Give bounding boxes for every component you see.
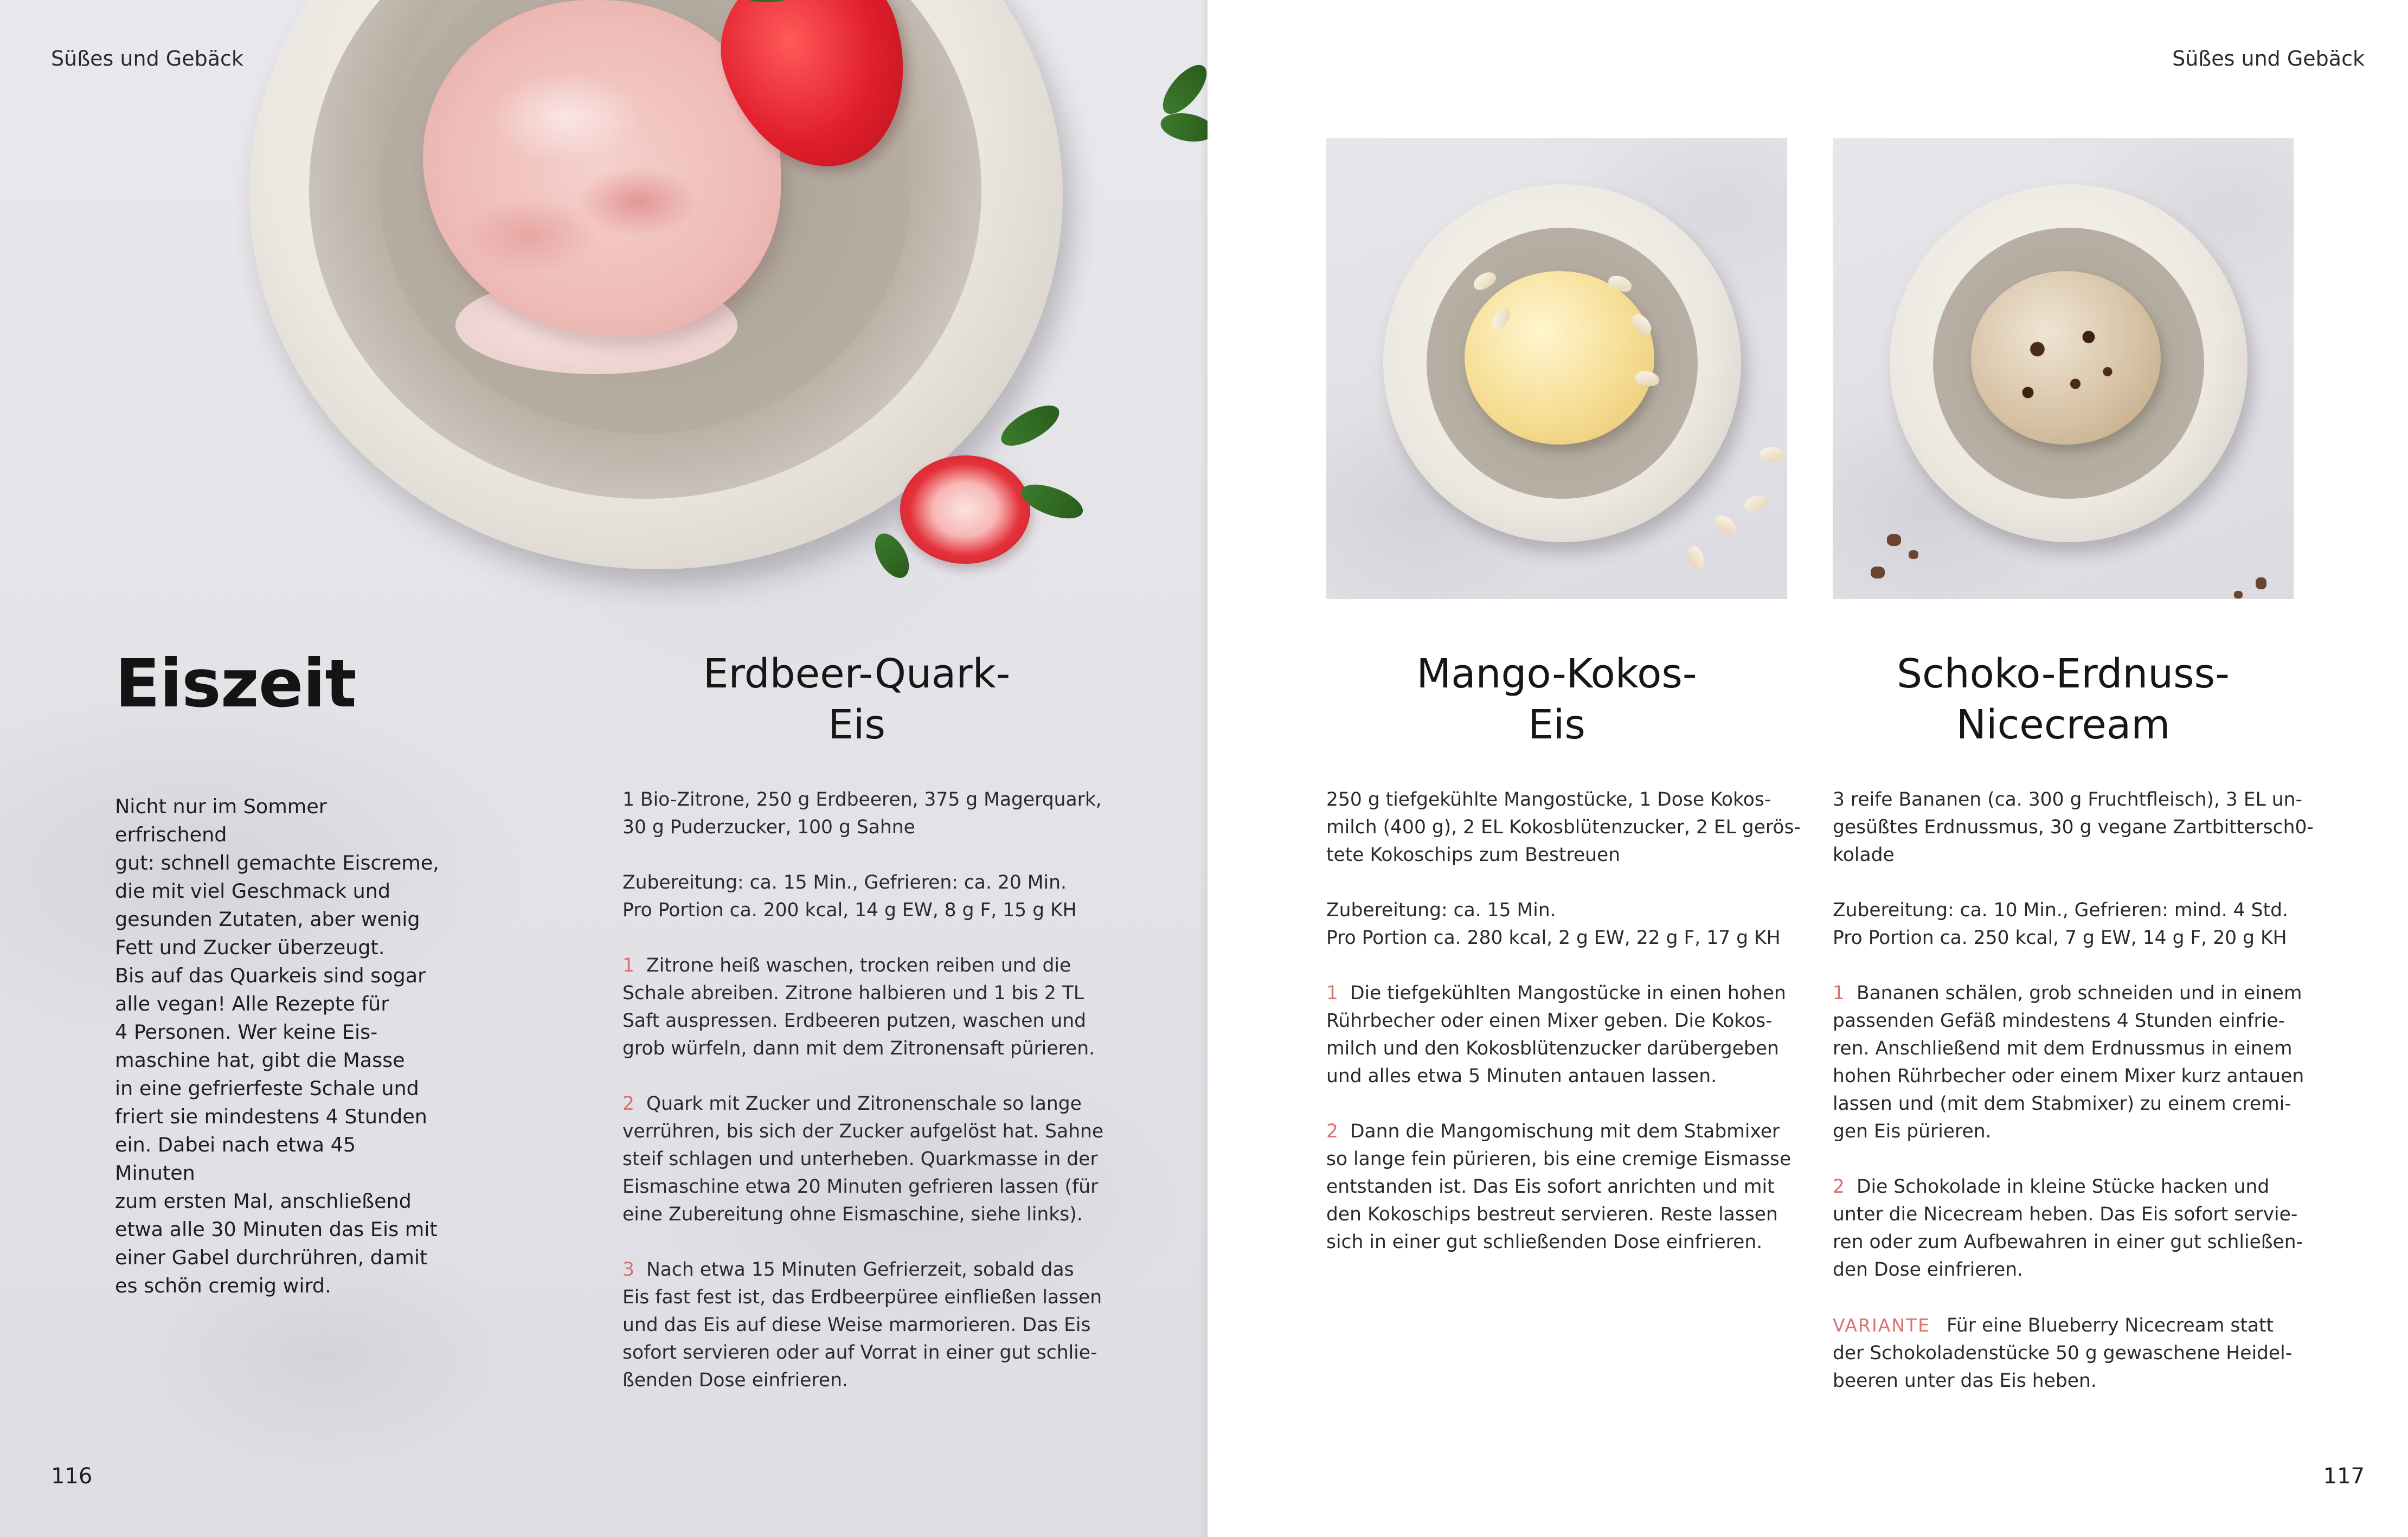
step-number: 2: [622, 1093, 634, 1115]
intro-line: gesunden Zutaten, aber wenig: [115, 908, 420, 931]
strawberry-half-image: [900, 455, 1030, 564]
ingredients-line: tete Kokoschips zum Bestreuen: [1326, 844, 1621, 866]
step-line: entstanden ist. Das Eis sofort anrichten und mit: [1326, 1176, 1775, 1198]
step-line: hohen Rührbecher oder einem Mixer kurz antauen: [1833, 1065, 2304, 1087]
intro-line: Nicht nur im Sommer erfrischend: [115, 795, 327, 846]
intro-text: [115, 793, 440, 1300]
step-line: passenden Gefäß mindestens 4 Stunden einfrie-: [1833, 1010, 2285, 1032]
page-number-right: 117: [2323, 1464, 2365, 1489]
prep-time-line: Pro Portion ca. 250 kcal, 7 g EW, 14 g F, 20 g KH: [1833, 927, 2287, 949]
recipe-title-schoko: [1833, 648, 2294, 750]
ingredients-text: [1833, 786, 2321, 869]
recipe-body-mango: [1326, 786, 1803, 1256]
step-line: Die tiefgekühlten Mangostücke in einen hohen: [1350, 982, 1786, 1004]
step-number: 2: [1833, 1176, 1845, 1198]
prep-time-line: Zubereitung: ca. 15 Min.: [1326, 899, 1556, 921]
step-line: Saft auspressen. Erdbeeren putzen, waschen und: [622, 1010, 1086, 1032]
chapter-title: Eiszeit: [115, 645, 356, 722]
page-number-left: 116: [51, 1464, 93, 1489]
recipe-title-line: Mango-Kokos-: [1416, 651, 1697, 697]
step-line: gen Eis pürieren.: [1833, 1121, 1992, 1142]
prep-time-line: Zubereitung: ca. 10 Min., Gefrieren: mind. 4 Std.: [1833, 899, 2288, 921]
recipe-title-line: Eis: [828, 702, 885, 748]
recipe-step: [622, 1256, 1121, 1394]
recipe-step: [622, 952, 1121, 1063]
recipe-title-line: Eis: [1528, 702, 1585, 748]
step-line: milch und den Kokosblütenzucker darübergeben: [1326, 1038, 1779, 1059]
recipe-body-erdbeer: [622, 786, 1121, 1394]
recipe-step: [1326, 1118, 1803, 1256]
recipe-title-line: Nicecream: [1956, 702, 2171, 748]
ingredients-line: 250 g tiefgekühlte Mangostücke, 1 Dose Kokos-: [1326, 789, 1771, 811]
step-line: und alles etwa 5 Minuten antauen lassen.: [1326, 1065, 1717, 1087]
intro-line: ein. Dabei nach etwa 45 Minuten: [115, 1133, 356, 1185]
step-line: ren oder zum Aufbewahren in einer gut schließen-: [1833, 1231, 2303, 1253]
mango-coconut-ice-photo: [1326, 138, 1787, 599]
intro-line: 4 Personen. Wer keine Eis-: [115, 1020, 378, 1044]
step-line: Dann die Mangomischung mit dem Stabmixer: [1350, 1121, 1780, 1142]
step-line: eine Zubereitung ohne Eismaschine, siehe links).: [622, 1204, 1083, 1225]
recipe-title-line: Schoko-Erdnuss-: [1897, 651, 2230, 697]
step-line: Bananen schälen, grob schneiden und in einem: [1856, 982, 2302, 1004]
variante-line: beeren unter das Eis heben.: [1833, 1370, 2097, 1392]
ingredients-text: [1326, 786, 1803, 869]
intro-line: friert sie mindestens 4 Stunden: [115, 1105, 427, 1128]
intro-line: etwa alle 30 Minuten das Eis mit: [115, 1218, 438, 1241]
step-number: 1: [622, 955, 634, 976]
step-line: Eis fast fest ist, das Erdbeerpüree einfließen lassen: [622, 1287, 1102, 1308]
variante-line: der Schokoladenstücke 50 g gewaschene Heidel-: [1833, 1342, 2293, 1364]
running-head-left: Süßes und Gebäck: [51, 47, 243, 70]
prep-time-line: Zubereitung: ca. 15 Min., Gefrieren: ca. 20 Min.: [622, 872, 1067, 893]
step-line: ren. Anschließend mit dem Erdnussmus in einem: [1833, 1038, 2293, 1059]
recipe-step: [1833, 1173, 2321, 1284]
step-line: Quark mit Zucker und Zitronenschale so lange: [646, 1093, 1082, 1115]
ingredients-line: 3 reife Bananen (ca. 300 g Fruchtfleisch), 3 EL un-: [1833, 789, 2302, 811]
step-line: Rührbecher oder einen Mixer geben. Die Kokos-: [1326, 1010, 1773, 1032]
step-line: so lange fein pürieren, bis eine cremige Eismasse: [1326, 1148, 1791, 1170]
step-line: Eismaschine etwa 20 Minuten gefrieren lassen (für: [622, 1176, 1099, 1198]
step-line: steif schlagen und unterheben. Quarkmasse in der: [622, 1148, 1098, 1170]
step-number: 2: [1326, 1121, 1338, 1142]
intro-line: die mit viel Geschmack und: [115, 879, 391, 903]
step-line: ßenden Dose einfrieren.: [622, 1369, 848, 1391]
prep-time-line: Pro Portion ca. 280 kcal, 2 g EW, 22 g F, 17 g KH: [1326, 927, 1781, 949]
running-head-right: Süßes und Gebäck: [2172, 47, 2365, 70]
intro-line: gut: schnell gemachte Eiscreme,: [115, 851, 439, 874]
intro-line: in eine gefrierfeste Schale und: [115, 1077, 419, 1100]
step-line: Schale abreiben. Zitrone halbieren und 1 bis 2 TL: [622, 982, 1084, 1004]
variante-line: Für eine Blueberry Nicecream statt: [1946, 1315, 2274, 1336]
recipe-title-line: Erdbeer-Quark-: [703, 651, 1011, 697]
ingredients-text: [622, 786, 1121, 841]
prep-time-text: [1326, 897, 1803, 952]
ingredients-line: milch (400 g), 2 EL Kokosblütenzucker, 2 EL gerös-: [1326, 816, 1801, 838]
step-line: Nach etwa 15 Minuten Gefrierzeit, sobald das: [646, 1259, 1074, 1281]
intro-line: es schön cremig wird.: [115, 1274, 331, 1297]
variante-note: [1833, 1311, 2321, 1395]
prep-time-text: [622, 869, 1121, 924]
step-line: unter die Nicecream heben. Das Eis sofort servie-: [1833, 1204, 2298, 1225]
prep-time-line: Pro Portion ca. 200 kcal, 14 g EW, 8 g F, 15 g KH: [622, 899, 1077, 921]
intro-line: alle vegan! Alle Rezepte für: [115, 992, 389, 1015]
ingredients-line: kolade: [1833, 844, 1895, 866]
step-line: lassen und (mit dem Stabmixer) zu einem cremi-: [1833, 1093, 2291, 1115]
step-line: grob würfeln, dann mit dem Zitronensaft pürieren.: [622, 1038, 1095, 1059]
recipe-step: [1833, 980, 2321, 1146]
step-line: den Dose einfrieren.: [1833, 1259, 2024, 1281]
recipe-title-mango: [1326, 648, 1787, 750]
intro-line: zum ersten Mal, anschließend: [115, 1189, 412, 1213]
chocolate-peanut-nicecream-photo: [1833, 138, 2294, 599]
intro-line: einer Gabel durchrühren, damit: [115, 1246, 428, 1269]
variante-label: VARIANTE: [1833, 1315, 1930, 1336]
step-line: und das Eis auf diese Weise marmorieren. Das Eis: [622, 1314, 1091, 1336]
ingredients-line: gesüßtes Erdnussmus, 30 g vegane Zartbittersch0-: [1833, 816, 2314, 838]
step-line: den Kokoschips bestreut servieren. Reste lassen: [1326, 1204, 1778, 1225]
step-number: 1: [1326, 982, 1338, 1004]
prep-time-text: [1833, 897, 2321, 952]
step-number: 1: [1833, 982, 1845, 1004]
intro-line: maschine hat, gibt die Masse: [115, 1049, 405, 1072]
step-line: verrühren, bis sich der Zucker aufgelöst hat. Sahne: [622, 1121, 1104, 1142]
recipe-step: [622, 1090, 1121, 1229]
recipe-body-schoko: [1833, 786, 2321, 1395]
step-number: 3: [622, 1259, 634, 1281]
ingredients-line: 30 g Puderzucker, 100 g Sahne: [622, 816, 915, 838]
step-line: sich in einer gut schließenden Dose einfrieren.: [1326, 1231, 1763, 1253]
step-line: Die Schokolade in kleine Stücke hacken und: [1856, 1176, 2270, 1198]
step-line: Zitrone heiß waschen, trocken reiben und die: [646, 955, 1071, 976]
right-page: [1208, 0, 2408, 1537]
intro-line: Bis auf das Quarkeis sind sogar: [115, 964, 426, 987]
intro-line: Fett und Zucker überzeugt.: [115, 936, 385, 959]
step-line: sofort servieren oder auf Vorrat in einer gut schlie-: [622, 1342, 1097, 1364]
ingredients-line: 1 Bio-Zitrone, 250 g Erdbeeren, 375 g Magerquark,: [622, 789, 1102, 811]
recipe-title-erdbeer: [613, 648, 1101, 750]
recipe-step: [1326, 980, 1803, 1090]
